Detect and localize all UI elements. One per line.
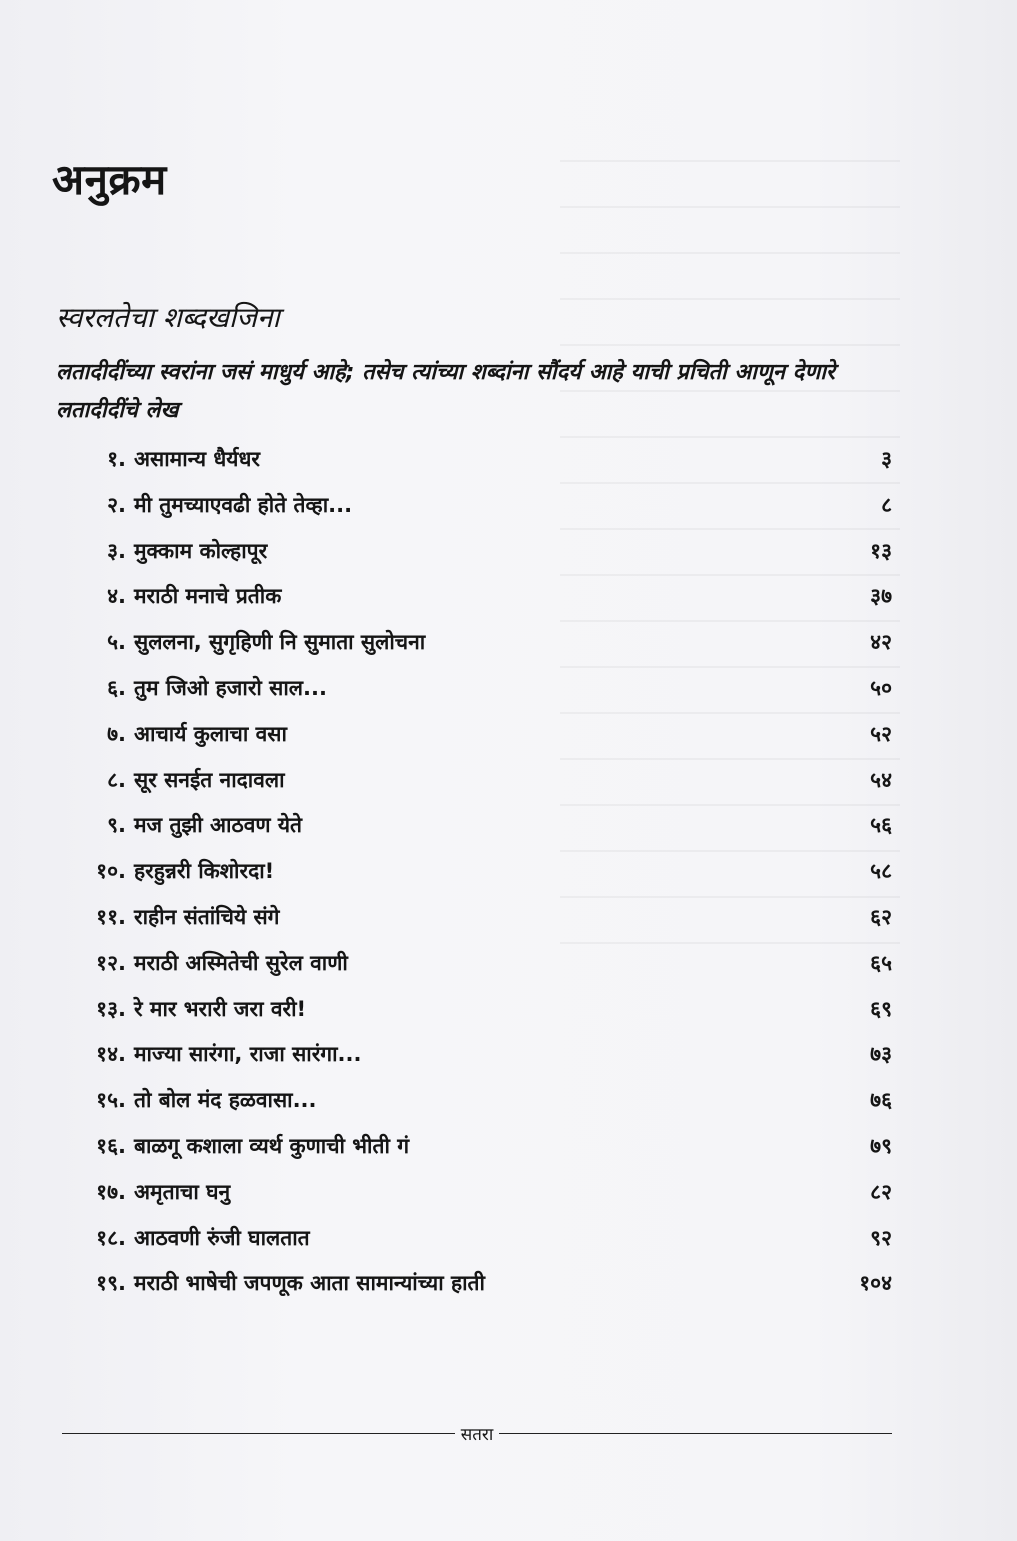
toc-entry-page: ७९ <box>870 1133 892 1158</box>
toc-entry-title: हरहुन्नरी किशोरदा! <box>134 859 275 884</box>
toc-entry-number: १६. <box>96 1133 126 1158</box>
toc-entry-title: रे मार भरारी जरा वरी! <box>134 996 307 1021</box>
toc-entry-number: १९. <box>96 1271 126 1296</box>
page-footer <box>62 1422 892 1445</box>
toc-entry-title: तो बोल मंद हळवासा... <box>134 1088 317 1113</box>
toc-entry[interactable] <box>70 582 892 628</box>
toc-entry-page: ९२ <box>870 1225 892 1250</box>
toc-entry-number: ७. <box>107 721 126 746</box>
toc-entry-title: सुललना, सुगृहिणी नि सुमाता सुलोचना <box>134 630 426 655</box>
toc-entry-number: ४. <box>107 584 126 609</box>
toc-entry-title: अमृताचा घनु <box>134 1179 231 1204</box>
toc-entry[interactable] <box>70 1086 892 1132</box>
toc-entry-page: ६५ <box>870 950 892 975</box>
toc-entry[interactable] <box>70 674 892 720</box>
toc-entry-title: मराठी भाषेची जपणूक आता सामान्यांच्या हाती <box>134 1271 485 1296</box>
toc-entry-title: तुम जिओ हजारो साल... <box>134 675 327 700</box>
toc-entry-page: ४२ <box>870 630 892 655</box>
toc-entry-page: ६२ <box>870 904 892 929</box>
toc-entry-number: ९. <box>107 813 126 838</box>
toc-entry[interactable] <box>70 811 892 857</box>
toc-entry[interactable] <box>70 903 892 949</box>
toc-entry-page: १०४ <box>859 1271 892 1296</box>
toc-entry-page: १३ <box>870 538 892 563</box>
toc-entry-number: २. <box>107 492 126 517</box>
footer-rule-left <box>62 1433 455 1434</box>
footer-rule-right <box>499 1433 892 1434</box>
toc-entry[interactable] <box>70 491 892 537</box>
toc-entry-number: ११. <box>96 904 126 929</box>
toc-entry-title: मुक्काम कोल्हापूर <box>134 538 268 563</box>
section-title: स्वरलतेचा शब्दखजिना <box>56 301 280 334</box>
toc-entry-title: आचार्य कुलाचा वसा <box>134 721 287 746</box>
toc-entry[interactable] <box>70 1269 892 1315</box>
toc-entry-number: १७. <box>96 1179 126 1204</box>
toc-entry-title: मराठी मनाचे प्रतीक <box>134 584 282 609</box>
toc-entry-title: असामान्य धैर्यधर <box>134 447 260 471</box>
toc-entry-number: १०. <box>96 859 126 884</box>
toc-entry-title: सूर सनईत नादावला <box>134 767 285 792</box>
toc-entry-page: ५८ <box>870 859 892 884</box>
toc-entry-number: १२. <box>96 950 126 975</box>
toc-entry-number: १. <box>107 447 126 471</box>
toc-entry-page: ८२ <box>870 1179 892 1204</box>
toc-entry-page: ५६ <box>870 813 892 838</box>
table-of-contents <box>70 445 892 1315</box>
page-title: अनुक्रम <box>52 155 167 204</box>
toc-entry[interactable] <box>70 949 892 995</box>
toc-entry-title: मी तुमच्याएवढी होते तेव्हा... <box>134 492 353 517</box>
toc-entry-number: १८. <box>96 1225 126 1250</box>
toc-entry[interactable] <box>70 1178 892 1224</box>
toc-entry-number: १३. <box>96 996 126 1021</box>
section-description: लतादीदींच्या स्वरांना जसं माधुर्य आहे; तसेच त्यांच्या शब्दांना सौंदर्य आहे याची प्रचिती आणून देणारे लतादीदींचे लेख <box>56 360 835 423</box>
toc-entry-title: मज तुझी आठवण येते <box>134 813 303 838</box>
toc-entry-title: आठवणी रुंजी घालतात <box>134 1225 310 1250</box>
toc-entry-number: ६. <box>107 675 126 700</box>
toc-entry-title: राहीन संतांचिये संगे <box>134 904 280 929</box>
toc-entry-number: १४. <box>96 1042 126 1067</box>
toc-entry-page: ७६ <box>870 1088 892 1113</box>
toc-entry[interactable] <box>70 1040 892 1086</box>
toc-entry[interactable] <box>70 1224 892 1270</box>
toc-entry[interactable] <box>70 628 892 674</box>
toc-entry-number: ८. <box>107 767 126 792</box>
toc-entry-page: ५२ <box>870 721 892 746</box>
toc-entry[interactable] <box>70 445 892 491</box>
toc-entry-title: मराठी अस्मितेची सुरेल वाणी <box>134 950 348 975</box>
page-number-label: सतरा <box>460 1425 494 1445</box>
toc-entry-page: ६९ <box>870 996 892 1021</box>
toc-entry[interactable] <box>70 766 892 812</box>
toc-entry-number: ३. <box>107 538 126 563</box>
toc-entry[interactable] <box>70 995 892 1041</box>
toc-entry[interactable] <box>70 720 892 766</box>
toc-entry[interactable] <box>70 1132 892 1178</box>
toc-entry[interactable] <box>70 537 892 583</box>
toc-entry-title: माज्या सारंगा, राजा सारंगा... <box>134 1042 362 1067</box>
toc-entry-page: ३ <box>881 447 892 471</box>
toc-entry-page: ८ <box>881 492 892 517</box>
toc-entry-number: १५. <box>96 1088 126 1113</box>
toc-entry-page: ७३ <box>870 1042 892 1067</box>
toc-entry[interactable] <box>70 857 892 903</box>
toc-entry-number: ५. <box>107 630 126 655</box>
toc-entry-page: ५० <box>870 675 892 700</box>
toc-entry-page: ३७ <box>870 584 892 609</box>
toc-entry-page: ५४ <box>870 767 892 792</box>
toc-entry-title: बाळगू कशाला व्यर्थ कुणाची भीती गं <box>134 1133 410 1158</box>
